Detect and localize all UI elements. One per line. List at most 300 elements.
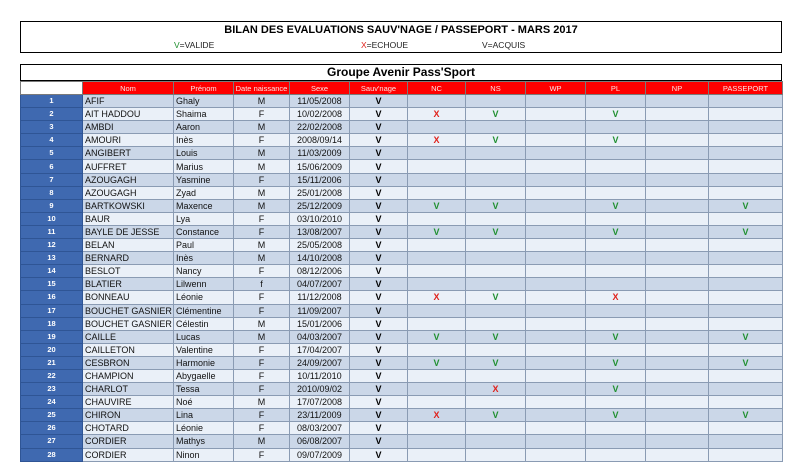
cell-np [646,396,709,409]
cell-wp [526,448,586,461]
cell-pl: V [586,409,646,422]
cell-sauvnage: V [350,369,408,382]
cell-pl [586,396,646,409]
cell-prenom: Célestin [174,317,234,330]
cell-sexe: F [234,212,290,225]
cell-date: 15/06/2009 [290,160,350,173]
cell-nc [408,173,466,186]
cell-passeport [709,134,783,147]
cell-nc: X [408,134,466,147]
cell-prenom: Valentine [174,343,234,356]
cell-ns [466,252,526,265]
cell-prenom: Ghaly [174,95,234,108]
cell-np [646,239,709,252]
cell-sexe: F [234,383,290,396]
cell-date: 2010/09/02 [290,383,350,396]
index-header [21,82,83,95]
table-row [21,422,783,435]
cell-prenom: Lucas [174,330,234,343]
cell-nc [408,239,466,252]
cell-num: 23 [21,383,83,396]
cell-np [646,383,709,396]
cell-np [646,108,709,121]
cell-ns: X [466,383,526,396]
legend-text: =VALIDE [179,40,215,50]
col-header-passeport: PASSEPORT [709,82,783,95]
cell-num: 1 [21,95,83,108]
cell-date: 15/11/2006 [290,173,350,186]
cell-nc: X [408,291,466,304]
cell-prenom: Lina [174,409,234,422]
cell-sexe: F [234,173,290,186]
cell-np [646,409,709,422]
cell-wp [526,160,586,173]
cell-ns [466,147,526,160]
cell-date: 10/11/2010 [290,369,350,382]
cell-pl: V [586,134,646,147]
table-row [21,212,783,225]
legend-valide [174,40,214,50]
cell-sexe: F [234,369,290,382]
cell-passeport [709,186,783,199]
cell-np [646,160,709,173]
cell-nc [408,95,466,108]
col-header-nom: Nom [83,82,174,95]
cell-sexe: F [234,422,290,435]
table-row [21,383,783,396]
cell-np [646,95,709,108]
cell-date: 04/03/2007 [290,330,350,343]
cell-date: 2008/09/14 [290,134,350,147]
cell-prenom: Maxence [174,199,234,212]
table-header-row [21,82,783,95]
cell-wp [526,317,586,330]
cell-prenom: Shaima [174,108,234,121]
cell-sauvnage: V [350,186,408,199]
cell-nom: CAILLETON [83,343,174,356]
cell-nc [408,160,466,173]
cell-date: 10/02/2008 [290,108,350,121]
cell-wp [526,212,586,225]
cell-date: 09/07/2009 [290,448,350,461]
cell-sauvnage: V [350,383,408,396]
cell-ns [466,95,526,108]
cell-np [646,265,709,278]
cell-sexe: M [234,317,290,330]
cell-wp [526,134,586,147]
cell-nc: X [408,409,466,422]
cell-pl [586,343,646,356]
cell-ns [466,160,526,173]
cell-nc: X [408,108,466,121]
table-row [21,225,783,238]
cell-ns: V [466,134,526,147]
cell-wp [526,435,586,448]
cell-date: 13/08/2007 [290,225,350,238]
cell-sexe: M [234,95,290,108]
cell-nc [408,369,466,382]
table-row [21,278,783,291]
cell-sexe: M [234,239,290,252]
cell-pl: X [586,291,646,304]
cell-sexe: F [234,108,290,121]
cell-passeport [709,343,783,356]
table-row [21,186,783,199]
cell-date: 11/09/2007 [290,304,350,317]
cell-passeport [709,212,783,225]
cell-sexe: M [234,147,290,160]
cell-prenom: Ninon [174,448,234,461]
cell-nom: CHIRON [83,409,174,422]
cell-prenom: Lilwenn [174,278,234,291]
cell-nom: BAYLE DE JESSE [83,225,174,238]
cell-np [646,278,709,291]
cell-nc [408,147,466,160]
cell-sexe: F [234,225,290,238]
cell-date: 11/03/2009 [290,147,350,160]
cell-sauvnage: V [350,356,408,369]
cell-prenom: Paul [174,239,234,252]
cell-np [646,252,709,265]
cell-num: 18 [21,317,83,330]
cell-pl [586,252,646,265]
cell-nom: CESBRON [83,356,174,369]
cell-date: 22/02/2008 [290,121,350,134]
cell-ns: V [466,356,526,369]
cell-sexe: F [234,356,290,369]
cell-sexe: M [234,252,290,265]
cell-pl [586,278,646,291]
cell-sexe: F [234,291,290,304]
cell-passeport [709,265,783,278]
cell-sauvnage: V [350,108,408,121]
cell-date: 14/10/2008 [290,252,350,265]
evaluation-table [20,81,783,462]
cell-np [646,173,709,186]
cell-pl [586,265,646,278]
cell-wp [526,199,586,212]
cell-num: 26 [21,422,83,435]
cell-sauvnage: V [350,343,408,356]
table-row [21,265,783,278]
cell-ns [466,422,526,435]
cell-np [646,147,709,160]
cell-nom: BOUCHET GASNIER [83,317,174,330]
cell-nc [408,265,466,278]
cell-nc: V [408,199,466,212]
cell-passeport: V [709,409,783,422]
cell-nc [408,422,466,435]
cell-np [646,291,709,304]
cell-nom: CHAUVIRE [83,396,174,409]
cell-date: 25/12/2009 [290,199,350,212]
cell-nom: AUFFRET [83,160,174,173]
cell-wp [526,396,586,409]
cell-date: 25/01/2008 [290,186,350,199]
cell-passeport [709,173,783,186]
cell-prenom: Abygaelle [174,369,234,382]
cell-sauvnage: V [350,409,408,422]
cell-num: 7 [21,173,83,186]
cell-date: 17/04/2007 [290,343,350,356]
cell-prenom: Clémentine [174,304,234,317]
cell-ns [466,369,526,382]
cell-nc [408,396,466,409]
cell-passeport [709,422,783,435]
cell-nc [408,317,466,330]
cell-ns [466,317,526,330]
cell-num: 14 [21,265,83,278]
cell-pl [586,212,646,225]
table-row [21,356,783,369]
cell-nom: CHARLOT [83,383,174,396]
cell-nom: BESLOT [83,265,174,278]
cell-nom: BAUR [83,212,174,225]
table-row [21,239,783,252]
cell-nom: AIT HADDOU [83,108,174,121]
cell-ns [466,343,526,356]
cell-sexe: F [234,304,290,317]
cell-prenom: Léonie [174,291,234,304]
cell-sauvnage: V [350,147,408,160]
table-row [21,317,783,330]
cell-np [646,225,709,238]
cell-passeport [709,369,783,382]
cell-ns [466,448,526,461]
cell-num: 15 [21,278,83,291]
cell-num: 5 [21,147,83,160]
col-header-ns: NS [466,82,526,95]
cell-nom: AZOUGAGH [83,173,174,186]
cell-sauvnage: V [350,330,408,343]
cell-nom: BERNARD [83,252,174,265]
cell-ns: V [466,291,526,304]
cell-num: 3 [21,121,83,134]
cell-prenom: Inès [174,252,234,265]
cell-sauvnage: V [350,212,408,225]
cell-wp [526,330,586,343]
cell-prenom: Aaron [174,121,234,134]
cell-wp [526,409,586,422]
cell-sauvnage: V [350,396,408,409]
cell-ns: V [466,108,526,121]
cell-ns [466,186,526,199]
legend-symbol: V [482,40,488,50]
cell-sauvnage: V [350,134,408,147]
cell-prenom: Noé [174,396,234,409]
cell-nc [408,448,466,461]
table-row [21,343,783,356]
cell-wp [526,239,586,252]
cell-pl [586,448,646,461]
cell-pl [586,317,646,330]
cell-nc [408,212,466,225]
cell-pl [586,422,646,435]
cell-num: 20 [21,343,83,356]
cell-nc [408,435,466,448]
cell-sexe: F [234,343,290,356]
cell-ns [466,173,526,186]
cell-np [646,330,709,343]
cell-prenom: Tessa [174,383,234,396]
cell-ns [466,396,526,409]
cell-date: 11/05/2008 [290,95,350,108]
cell-pl: V [586,108,646,121]
cell-wp [526,356,586,369]
cell-sauvnage: V [350,121,408,134]
cell-date: 04/07/2007 [290,278,350,291]
cell-pl [586,121,646,134]
cell-num: 9 [21,199,83,212]
legend-text: =ECHOUE [366,40,409,50]
cell-date: 24/09/2007 [290,356,350,369]
cell-nom: AFIF [83,95,174,108]
table-row [21,304,783,317]
cell-sauvnage: V [350,448,408,461]
cell-pl [586,160,646,173]
cell-nom: ANGIBERT [83,147,174,160]
cell-nom: BARTKOWSKI [83,199,174,212]
cell-sauvnage: V [350,199,408,212]
cell-nc [408,252,466,265]
cell-pl [586,95,646,108]
cell-date: 08/03/2007 [290,422,350,435]
cell-passeport [709,95,783,108]
cell-num: 27 [21,435,83,448]
cell-np [646,186,709,199]
table-row [21,252,783,265]
cell-pl [586,304,646,317]
cell-sexe: M [234,121,290,134]
cell-prenom: Lya [174,212,234,225]
table-row [21,291,783,304]
cell-np [646,199,709,212]
cell-passeport [709,147,783,160]
cell-num: 11 [21,225,83,238]
cell-nc: V [408,330,466,343]
cell-nc [408,186,466,199]
cell-prenom: Zyad [174,186,234,199]
cell-nc [408,278,466,291]
cell-pl [586,239,646,252]
cell-passeport [709,435,783,448]
cell-nom: CORDIER [83,435,174,448]
cell-ns [466,239,526,252]
cell-num: 13 [21,252,83,265]
cell-passeport [709,121,783,134]
cell-wp [526,291,586,304]
col-header-nc: NC [408,82,466,95]
cell-pl: V [586,199,646,212]
table-row [21,160,783,173]
cell-ns [466,304,526,317]
cell-prenom: Harmonie [174,356,234,369]
cell-date: 17/07/2008 [290,396,350,409]
cell-sauvnage: V [350,252,408,265]
cell-passeport [709,252,783,265]
table-row [21,108,783,121]
col-header-wp: WP [526,82,586,95]
cell-date: 08/12/2006 [290,265,350,278]
cell-sexe: F [234,409,290,422]
cell-num: 28 [21,448,83,461]
cell-passeport [709,278,783,291]
cell-prenom: Constance [174,225,234,238]
cell-pl: V [586,383,646,396]
cell-num: 10 [21,212,83,225]
cell-passeport [709,448,783,461]
cell-nc [408,121,466,134]
cell-date: 06/08/2007 [290,435,350,448]
cell-nom: CHAMPION [83,369,174,382]
cell-num: 4 [21,134,83,147]
cell-num: 19 [21,330,83,343]
cell-np [646,134,709,147]
cell-pl: V [586,330,646,343]
cell-passeport: V [709,356,783,369]
cell-nc [408,343,466,356]
cell-prenom: Marius [174,160,234,173]
cell-sexe: M [234,160,290,173]
cell-passeport [709,383,783,396]
cell-np [646,304,709,317]
table-row [21,396,783,409]
cell-num: 12 [21,239,83,252]
table-row [21,448,783,461]
cell-nc: V [408,356,466,369]
col-header-sexe: Sexe [290,82,350,95]
cell-sexe: f [234,278,290,291]
report-header [20,21,782,53]
table-row [21,121,783,134]
cell-date: 11/12/2008 [290,291,350,304]
cell-ns [466,212,526,225]
table-body [21,95,783,462]
col-header-np: NP [646,82,709,95]
cell-wp [526,121,586,134]
cell-ns [466,435,526,448]
cell-num: 22 [21,369,83,382]
cell-prenom: Nancy [174,265,234,278]
cell-sexe: F [234,134,290,147]
cell-np [646,212,709,225]
cell-prenom: Yasmine [174,173,234,186]
cell-wp [526,186,586,199]
cell-pl [586,435,646,448]
cell-wp [526,383,586,396]
table-row [21,330,783,343]
cell-np [646,356,709,369]
cell-passeport [709,108,783,121]
cell-nom: AZOUGAGH [83,186,174,199]
cell-passeport [709,304,783,317]
cell-sauvnage: V [350,173,408,186]
cell-passeport: V [709,199,783,212]
table-row [21,435,783,448]
cell-nc: V [408,225,466,238]
group-title: Groupe Avenir Pass'Sport [20,64,782,81]
cell-pl [586,369,646,382]
cell-wp [526,95,586,108]
cell-np [646,435,709,448]
table-row [21,147,783,160]
cell-wp [526,108,586,121]
cell-nom: BONNEAU [83,291,174,304]
cell-np [646,448,709,461]
cell-sauvnage: V [350,422,408,435]
cell-nom: AMOURI [83,134,174,147]
cell-date: 03/10/2010 [290,212,350,225]
